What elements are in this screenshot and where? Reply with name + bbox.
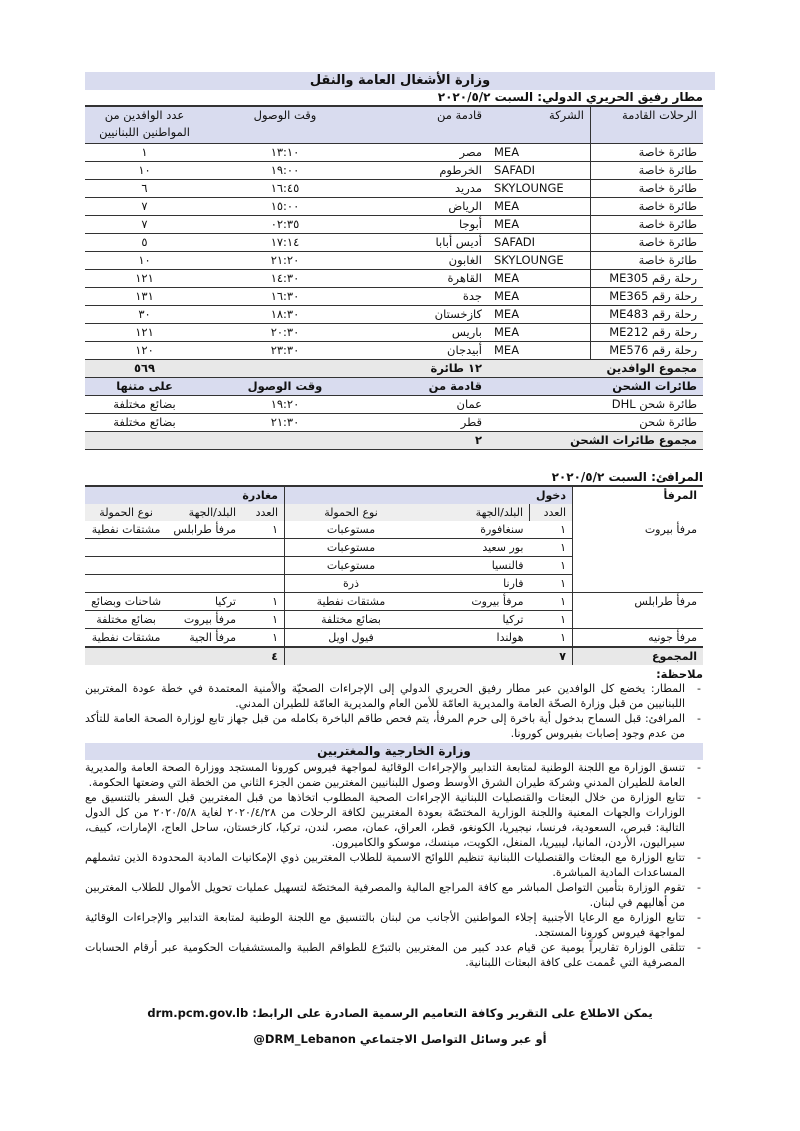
arrivals-total-label: مجموع الوافدين [488,360,703,378]
flight-origin: الخرطوم [366,162,488,180]
header-count: عدد الوافدين من المواطنين اللبنانيين [85,106,204,144]
port-in-cargo: مستوعبات [285,539,418,557]
port-out-count: ١ [242,593,285,611]
flight-arrival-time: ١٣:١٠ [204,144,366,162]
ports-table [85,485,703,665]
port-in-origin: سنغافورة [417,521,530,539]
flight-origin: جدة [366,288,488,306]
foreign-affairs-item: - تقوم الوزارة بتأمين التواصل المباشر مع كافة المراجع المالية والمصرفية المختصّة لتسهيل عمليات تحويل الأموال للطلاب المغتربين من أهاليهم في لبنان. [85,880,703,910]
flight-airline: SKYLOUNGE [488,252,591,270]
notes-section [85,667,703,741]
flight-passenger-count: ١٣١ [85,288,204,306]
port-out-cargo: مشتقات نفطية [85,521,167,539]
port-out-cargo [85,539,167,557]
port-in-count: ١ [530,521,573,539]
ministry-public-works-title: وزارة الأشغال العامة والنقل [85,72,715,90]
flight-row [85,324,703,342]
ministry-foreign-affairs-title: وزارة الخارجية والمغتربين [85,743,703,760]
cargo-total-row [85,432,703,450]
cargo-total-label: مجموع طائرات الشحن [488,432,703,450]
port-name: مرفأ طرابلس [573,593,704,629]
flight-arrival-time: ٠٢:٣٥ [204,216,366,234]
flight-airline: MEA [488,342,591,360]
cargo-origin: قطر [366,414,488,432]
flight-arrival-time: ٢١:٢٠ [204,252,366,270]
flight-type: طائرة خاصة [591,144,704,162]
flight-airline: MEA [488,288,591,306]
flight-airline: MEA [488,306,591,324]
port-out-destination [167,557,242,575]
header-from: قادمة من [366,106,488,144]
cargo-arrival-time: ٢١:٣٠ [204,414,366,432]
ports-heading: المرافئ: السبت ٢٠٢٠/٥/٢ [551,470,703,484]
arrivals-total-row [85,360,703,378]
ports-total-row [85,647,703,665]
header-out-dest: البلد/الجهة [167,504,242,521]
port-in-count: ١ [530,593,573,611]
port-out-destination [167,575,242,593]
flight-origin: القاهرة [366,270,488,288]
flight-origin: أديس أبابا [366,234,488,252]
flight-origin: كازخستان [366,306,488,324]
report-page [85,72,715,1052]
flight-origin: أبيدجان [366,342,488,360]
header-arrivals: الرحلات القادمة [591,106,704,144]
flight-arrival-time: ١٦:٤٥ [204,180,366,198]
port-out-destination: تركيا [167,593,242,611]
header-out-count: العدد [242,504,285,521]
flight-row [85,234,703,252]
flight-type: طائرة خاصة [591,162,704,180]
flight-airline: MEA [488,270,591,288]
cargo-onboard: بضائع مختلفة [85,396,204,414]
flight-type: رحلة رقم ME576 [591,342,704,360]
port-in-cargo: فيول اويل [285,629,418,648]
cargo-row [85,414,703,432]
flight-arrival-time: ١٩:٠٠ [204,162,366,180]
flight-row [85,342,703,360]
flight-airline: MEA [488,216,591,234]
flights-table [85,105,703,450]
port-in-count: ١ [530,557,573,575]
cargo-total-count: ٢ [366,432,488,450]
flight-arrival-time: ٢٣:٣٠ [204,342,366,360]
flight-arrival-time: ١٧:١٤ [204,234,366,252]
foreign-affairs-item: - تتلقى الوزارة تقاريراً يومية عن قيام عدد كبير من المغتربين بالتبرّع للطواقم الطبية والمستشفيات الحكومية عبر أرقام الحسابات المصرفية التي عُممت على كافة البعثات اللبنانية. [85,940,703,970]
arrivals-total-count: ٥٦٩ [85,360,204,378]
foreign-affairs-section [85,760,703,970]
header-airline: الشركة [488,106,591,144]
port-rows [85,521,703,647]
cargo-origin: عمان [366,396,488,414]
flight-origin: باريس [366,324,488,342]
port-row [85,629,703,648]
header-cargo-from: قادمة من [366,378,488,396]
flight-airline: SAFADI [488,234,591,252]
port-out-count [242,539,285,557]
flight-passenger-count: ٥ [85,234,204,252]
cargo-rows [85,396,703,432]
cargo-onboard: بضائع مختلفة [85,414,204,432]
port-out-count [242,557,285,575]
port-in-origin: مرفأ بيروت [417,593,530,611]
flight-passenger-count: ١٢٠ [85,342,204,360]
port-out-cargo [85,557,167,575]
flight-arrival-time: ١٦:٣٠ [204,288,366,306]
foreign-affairs-list [85,760,703,970]
flight-type: طائرة خاصة [591,216,704,234]
port-name: مرفأ بيروت [573,521,704,593]
port-in-cargo: مستوعبات [285,521,418,539]
foreign-affairs-item: - تتابع الوزارة من خلال البعثات والقنصليات اللبنانية الإجراءات الصحية المطلوب اتخاذها من قبل المغتربين قبل السفر بالتنسيق مع الوزارات والجهات المعنية واللجنة الوزارية المختصّة بعودة المغتربين لكافة الرحلات من ٢٠٢٠/٤/٢٨ لغاية ٢٠٢٠/٥/٨ من كل الدول التالية: قبرص، السعودية، فرنسا، نيجيريا، الكونغو، قطر، العراق، عمان، مصر، لندن، تركيا، كازخستان، ساحل العاج، الإمارات، كييف، سيراليون، الأردن، المانيا، ليبيريا، المنغل، الكويت، مينسك، موسكو والكاميرون. [85,790,703,850]
flight-passenger-count: ١٢١ [85,270,204,288]
header-out-cargo: نوع الحمولة [85,504,167,521]
flight-passenger-count: ٦ [85,180,204,198]
flight-row [85,144,703,162]
flight-row [85,306,703,324]
note-item: - المرافئ: قبل السماح بدخول أية باخرة إلى حرم المرفأ، يتم فحص طاقم الباخرة بكامله من قبل جهاز تابع لوزارة الصحة العامة للتأكد من عدم وجود إصابات بفيروس كورونا. [85,711,703,741]
flight-origin: أبوجا [366,216,488,234]
foreign-affairs-item: - تتابع الوزارة مع الرعايا الأجنبية إجلاء المواطنين الأجانب من لبنان بالتنسيق مع اللجنة الوطنية لمتابعة التدابير والإجراءات الوقائية لمواجهة فيروس كورونا المستجد. [85,910,703,940]
port-in-origin: بور سعيد [417,539,530,557]
port-out-cargo [85,575,167,593]
flight-row [85,270,703,288]
port-in-count: ١ [530,611,573,629]
port-out-destination: مرفأ طرابلس [167,521,242,539]
flight-row [85,162,703,180]
port-in-origin: هولندا [417,629,530,648]
flight-type: طائرة خاصة [591,252,704,270]
flight-rows [85,144,703,360]
ports-total-label: المجموع [573,647,704,665]
flight-passenger-count: ١٠ [85,252,204,270]
port-name: مرفأ جونيه [573,629,704,648]
header-entry: دخول [285,486,573,504]
footer [85,1000,715,1052]
flight-origin: الغابون [366,252,488,270]
header-cargo-time: وقت الوصول [204,378,366,396]
notes-title: ملاحظة: [656,667,703,681]
flight-row [85,198,703,216]
cargo-type: طائرة شحن DHL [488,396,703,414]
flight-passenger-count: ١٢١ [85,324,204,342]
flight-passenger-count: ١ [85,144,204,162]
port-row [85,593,703,611]
port-out-destination: مرفأ الجية [167,629,242,648]
flight-type: طائرة خاصة [591,198,704,216]
arrivals-total-planes: ١٢ طائرة [366,360,488,378]
port-in-cargo: ذرة [285,575,418,593]
port-out-count: ١ [242,611,285,629]
flight-type: طائرة خاصة [591,234,704,252]
footer-website-line: يمكن الاطلاع على التقرير وكافة التعاميم الرسمية الصادرة على الرابط: drm.pcm.gov.lb [147,1006,653,1020]
cargo-type: طائرة شحن [488,414,703,432]
flight-arrival-time: ١٨:٣٠ [204,306,366,324]
header-arrival-time: وقت الوصول [204,106,366,144]
port-in-cargo: مشتقات نفطية [285,593,418,611]
header-port: المرفأ [573,486,704,521]
ports-out-total: ٤ [242,647,285,665]
flight-arrival-time: ١٤:٣٠ [204,270,366,288]
flight-origin: مصر [366,144,488,162]
flight-airline: MEA [488,144,591,162]
header-in-count: العدد [530,504,573,521]
port-in-count: ١ [530,629,573,648]
flight-row [85,252,703,270]
flight-origin: مدريد [366,180,488,198]
port-out-destination [167,539,242,557]
port-in-cargo: بضائع مختلفة [285,611,418,629]
flights-header-row [85,106,703,144]
footer-social-line: أو عبر وسائل التواصل الاجتماعي DRM_Lebanon@ [253,1032,547,1046]
flight-arrival-time: ١٥:٠٠ [204,198,366,216]
flight-airline: SAFADI [488,162,591,180]
cargo-header-row [85,378,703,396]
airport-heading: مطار رفيق الحريري الدولي: السبت ٢٠٢٠/٥/٢ [437,90,703,104]
foreign-affairs-item: - تتابع الوزارة مع البعثات والقنصليات اللبنانية تنظيم اللوائح الاسمية للطلاب المغتربين ذوي الإمكانيات المادية المحدودة الذين تشملهم المساعدات المادية المباشرة. [85,850,703,880]
flight-passenger-count: ٧ [85,216,204,234]
flight-passenger-count: ٧ [85,198,204,216]
port-out-cargo: مشتقات نفطية [85,629,167,648]
port-in-cargo: مستوعبات [285,557,418,575]
port-out-destination: مرفأ بيروت [167,611,242,629]
port-out-count: ١ [242,629,285,648]
port-in-origin: فالنسيا [417,557,530,575]
ports-in-total: ٧ [530,647,573,665]
flight-type: رحلة رقم ME212 [591,324,704,342]
cargo-arrival-time: ١٩:٢٠ [204,396,366,414]
flight-passenger-count: ٣٠ [85,306,204,324]
port-out-count: ١ [242,521,285,539]
flight-type: طائرة خاصة [591,180,704,198]
flight-airline: MEA [488,198,591,216]
flight-row [85,180,703,198]
port-in-origin: تركيا [417,611,530,629]
flight-airline: SKYLOUNGE [488,180,591,198]
flight-passenger-count: ١٠ [85,162,204,180]
header-exit: مغادرة [85,486,285,504]
flight-airline: MEA [488,324,591,342]
flight-origin: الرياض [366,198,488,216]
header-cargo-onboard: على متنها [85,378,204,396]
port-in-count: ١ [530,539,573,557]
flight-row [85,216,703,234]
port-out-cargo: شاحنات وبضائع [85,593,167,611]
flight-type: رحلة رقم ME483 [591,306,704,324]
cargo-row [85,396,703,414]
port-out-cargo: بضائع مختلفة [85,611,167,629]
header-in-cargo: نوع الحمولة [285,504,418,521]
flight-type: رحلة رقم ME365 [591,288,704,306]
notes-list [85,681,703,741]
port-out-count [242,575,285,593]
flight-row [85,288,703,306]
header-cargo-planes: طائرات الشحن [488,378,703,396]
header-in-origin: البلد/الجهة [417,504,530,521]
foreign-affairs-item: - تنسق الوزارة مع اللجنة الوطنية لمتابعة التدابير والإجراءات الوقائية لمواجهة فيروس كورونا المستجد ووزارة الصحة العامة والمديرية العامة للطيران المدني وشركة طيران الشرق الأوسط وصول اللبنانيين المغتربين ضمن الجزء الثاني من الخطة التي وضعتها الحكومة. [85,760,703,790]
flight-arrival-time: ٢٠:٣٠ [204,324,366,342]
port-row [85,521,703,539]
note-item: - المطار: يخضع كل الوافدين عبر مطار رفيق الحريري الدولي إلى الإجراءات الصحيّة والأمنية المعتمدة في خطة عودة المغتربين اللبنانيين من قبل وزارة الصحّة العامة والمديرية العامّة للأمن العام والمديرية العامّة للطيران المدني. [85,681,703,711]
port-in-origin: فارنا [417,575,530,593]
port-in-count: ١ [530,575,573,593]
flight-type: رحلة رقم ME305 [591,270,704,288]
